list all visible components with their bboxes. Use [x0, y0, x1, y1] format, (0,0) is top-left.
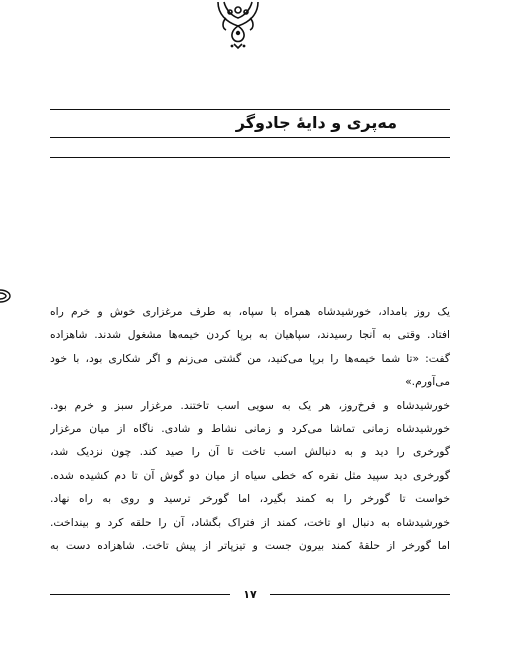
- floral-ornament-icon: [212, 0, 264, 50]
- text-line: افتاد. وقتی به آنجا رسیدند، سپاهیان به برپا کردن خیمه‌ها مشغول شدند. شاهزاده: [50, 328, 450, 342]
- text-line: خورشیدشاه و فرخ‌روز، هر یک به سویی اسب تاختند. مرغزار سبز و خرم بود.: [50, 398, 450, 412]
- text-line: گورخری را دید و به دنبالش اسب تاخت تا آن را صید کند. چون نزدیک شد،: [50, 445, 450, 459]
- text-line: خورشیدشاه به دنبال او تاخت، کمند از فتراک بگشاد، آن را حلقه کرد و بینداخت.: [50, 515, 450, 529]
- chapter-title: مه‌پری و دایهٔ جادوگر: [235, 113, 397, 132]
- text-line: گفت: «تا شما خیمه‌ها را برپا می‌کنید، من گشتی می‌زنم و اگر شکاری بود، با خود: [50, 351, 450, 365]
- footer-right-rule: [270, 594, 450, 595]
- text-line: خواست تا گورخر را به کمند بگیرد، اما گورخر ترسید و روی به راه نهاد.: [50, 492, 450, 506]
- page-footer: [50, 585, 450, 605]
- text-line: می‌آورم.»: [405, 375, 450, 389]
- text-line: خورشیدشاه زمانی تماشا می‌کرد و زمانی نشاط و شادی. ناگاه از میان مرغزار: [50, 421, 450, 435]
- header-top-rule: [50, 109, 450, 110]
- body-text: [50, 300, 450, 557]
- page-number: ۱۷: [243, 588, 257, 601]
- text-line: اما گورخر از حلقهٔ کمند بیرون جست و تیزپاتر از پیش تاخت. شاهزاده دست به: [50, 538, 450, 552]
- text-line: گورخری دید سپید مثل نقره که خطی سیاه از میان دو گوش آن تا دم کشیده شده.: [50, 468, 450, 482]
- header-bottom-rule: [50, 137, 450, 138]
- header-secondary-rule: [50, 157, 450, 158]
- side-ornament-icon: [0, 287, 12, 305]
- text-line: یک روز بامداد، خورشیدشاه همراه با سپاه، به طرف مرغزاری خوش و خرم راه: [50, 305, 450, 318]
